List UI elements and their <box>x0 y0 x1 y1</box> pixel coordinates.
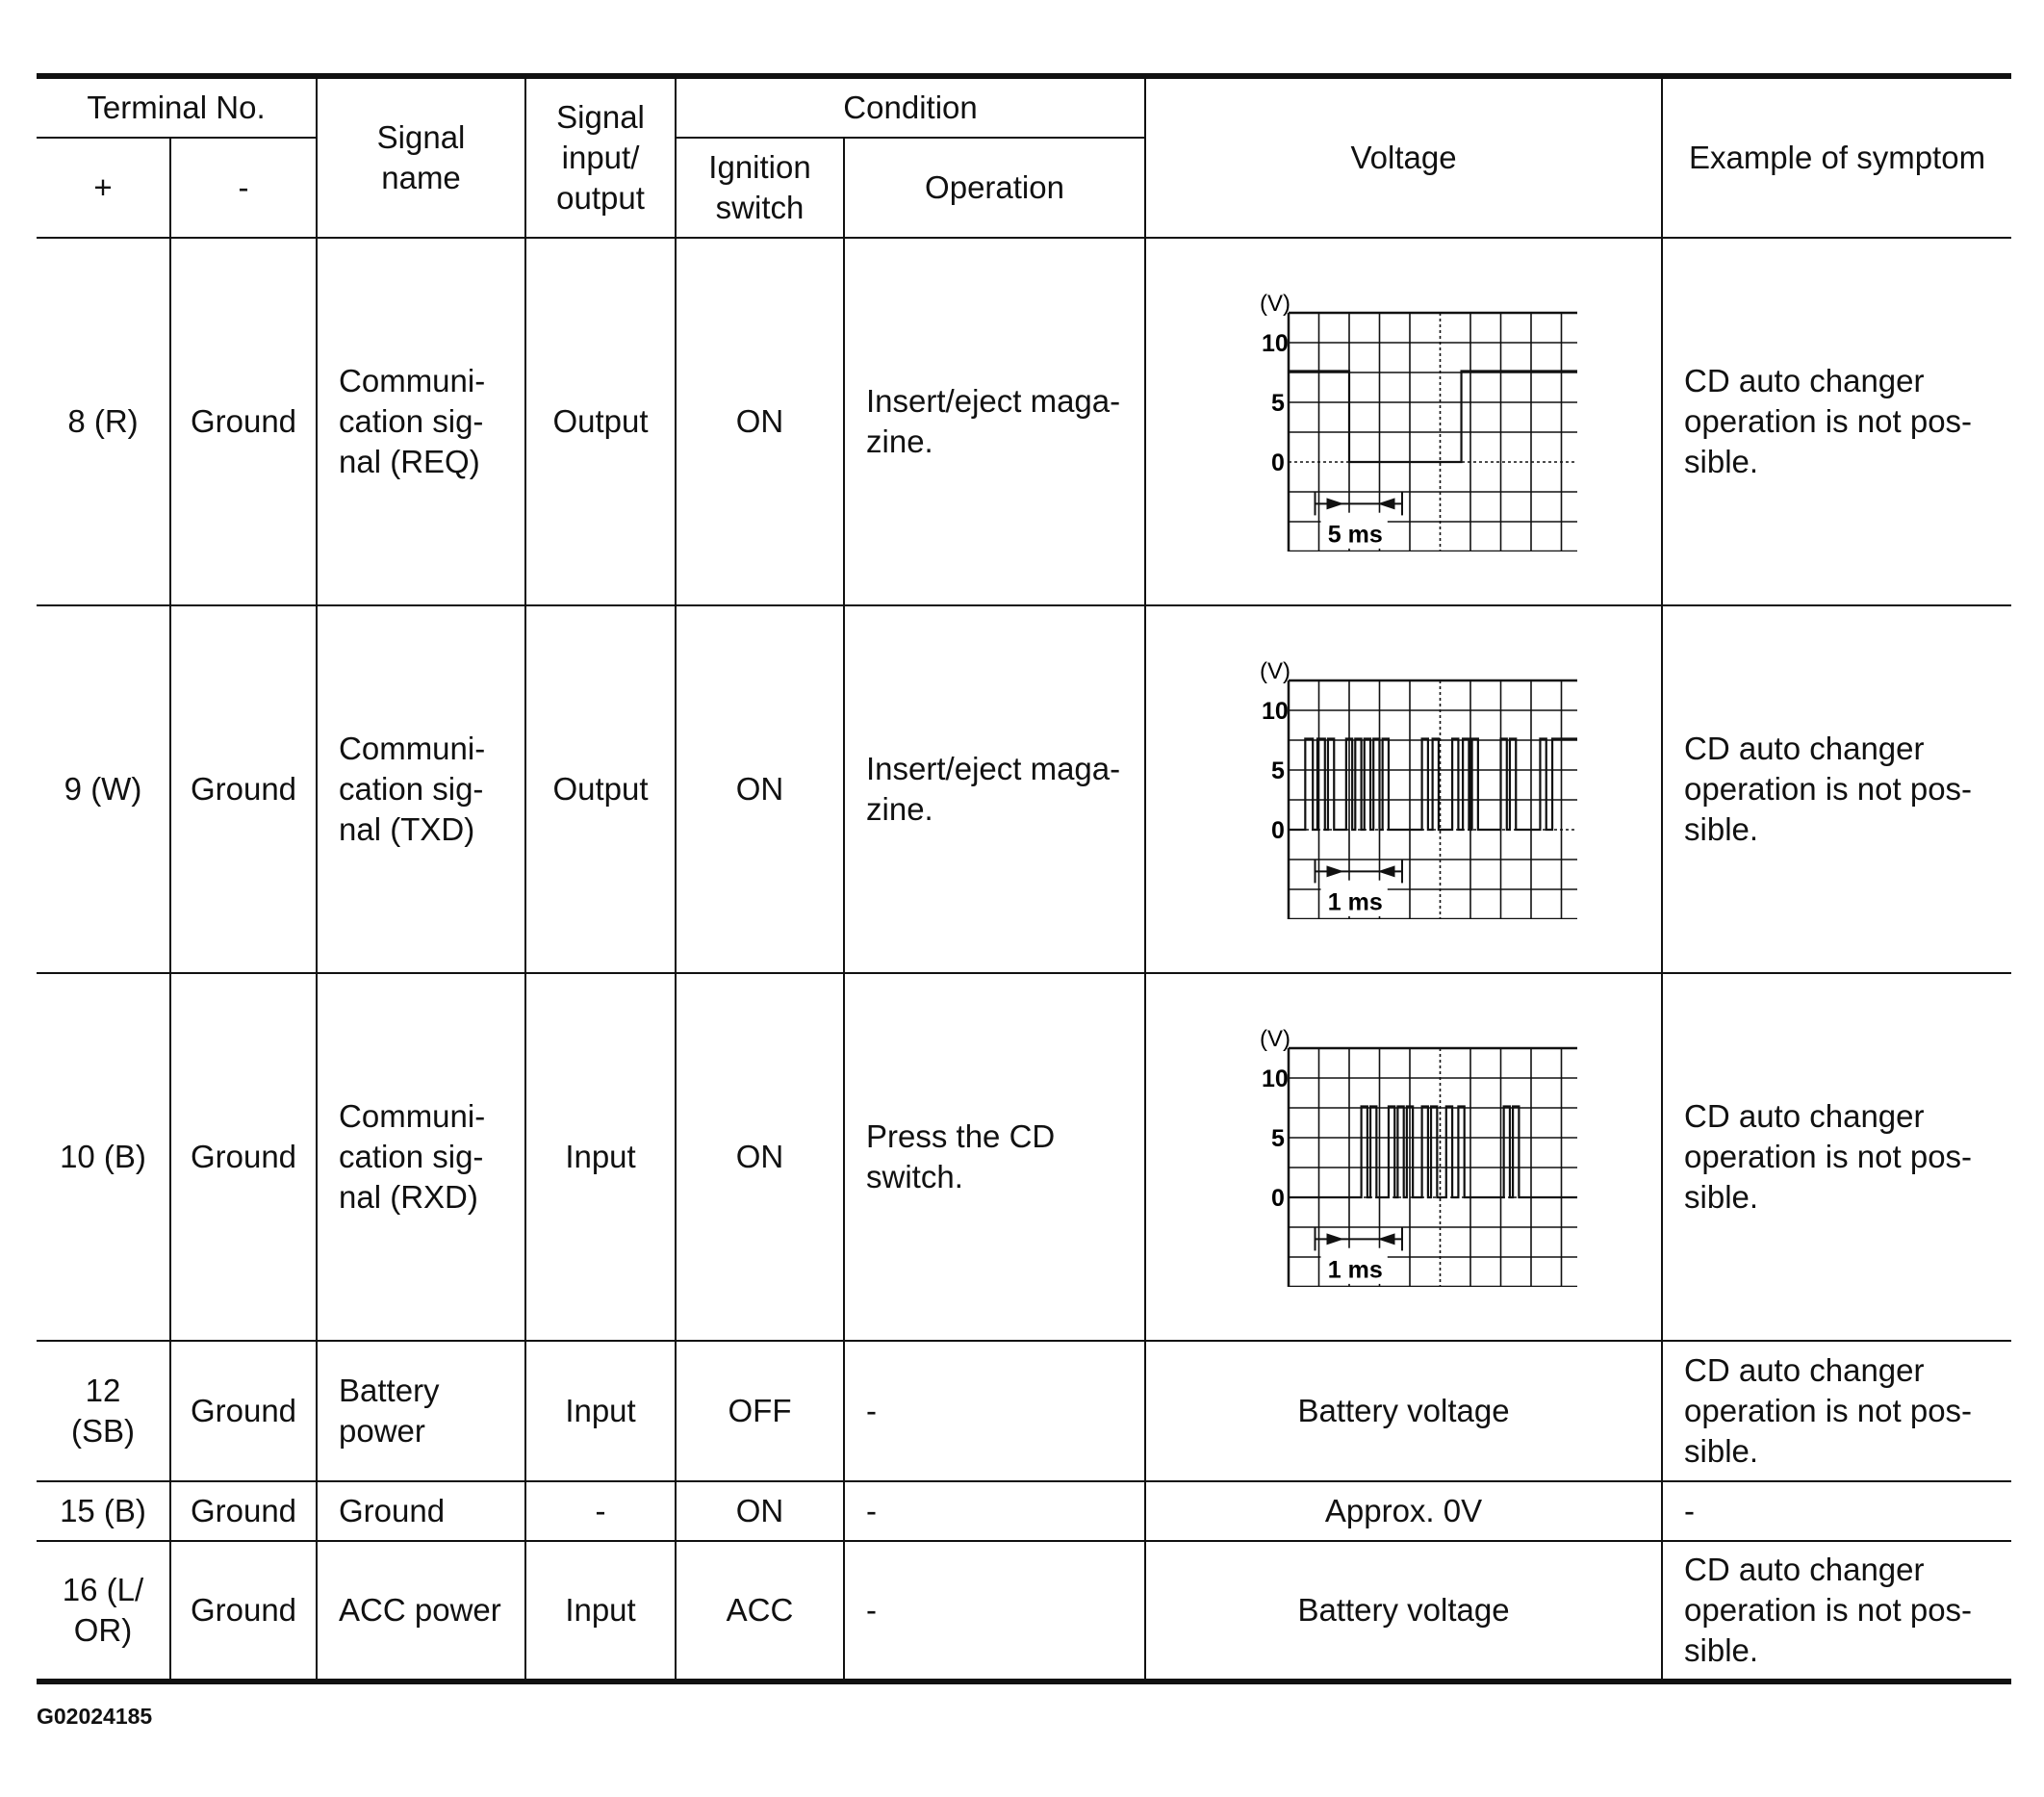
time-scale-marker <box>1315 860 1402 916</box>
terminal-spec-table <box>37 73 2011 1684</box>
plus-terminal-cell: 15 (B) <box>37 1481 170 1541</box>
minus-terminal-cell: Ground <box>170 238 317 605</box>
terminal-no-header: Terminal No. <box>37 76 317 138</box>
signal-io-cell: Input <box>525 1541 676 1681</box>
minus-terminal-cell: Ground <box>170 1341 317 1481</box>
minus-terminal-header: - <box>170 138 317 238</box>
ignition-switch-cell: ON <box>676 238 844 605</box>
scope-y-tick: 0 <box>1270 449 1285 476</box>
operation-cell: - <box>844 1541 1145 1681</box>
scope-unit-label: (V) <box>1259 292 1290 317</box>
ignition-switch-cell: ACC <box>676 1541 844 1681</box>
plus-terminal-cell: 8 (R) <box>37 238 170 605</box>
time-scale-marker <box>1315 492 1402 549</box>
symptom-cell: CD auto changer operation is not pos- sible. <box>1662 605 2011 973</box>
plus-terminal-cell: 10 (B) <box>37 973 170 1341</box>
table-row <box>37 973 2011 1341</box>
ignition-switch-cell: ON <box>676 1481 844 1541</box>
signal-io-cell: Input <box>525 973 676 1341</box>
operation-header: Operation <box>844 138 1145 238</box>
signal-io-header: Signal input/ output <box>525 76 676 238</box>
ignition-switch-header: Ignition switch <box>676 138 844 238</box>
signal-name-cell: ACC power <box>317 1541 525 1681</box>
ignition-switch-cell: ON <box>676 605 844 973</box>
operation-cell: Insert/eject maga- zine. <box>844 605 1145 973</box>
symptom-cell: CD auto changer operation is not pos- sible. <box>1662 1341 2011 1481</box>
oscilloscope-waveform <box>1231 1027 1577 1287</box>
symptom-cell: - <box>1662 1481 2011 1541</box>
operation-cell: - <box>844 1341 1145 1481</box>
symptom-header: Example of symptom <box>1662 76 2011 238</box>
operation-cell: - <box>844 1481 1145 1541</box>
scope-time-label: 1 ms <box>1327 1256 1383 1284</box>
operation-cell: Press the CD switch. <box>844 973 1145 1341</box>
signal-name-cell: Ground <box>317 1481 525 1541</box>
oscilloscope-waveform <box>1231 659 1577 919</box>
scope-y-tick: 0 <box>1270 817 1285 844</box>
scope-trace <box>1289 1106 1577 1197</box>
signal-name-cell: Battery power <box>317 1341 525 1481</box>
scope-y-tick: 5 <box>1270 1125 1285 1152</box>
voltage-cell <box>1145 605 1662 973</box>
scope-y-tick: 10 <box>1261 1065 1289 1092</box>
ignition-switch-cell: OFF <box>676 1341 844 1481</box>
scope-y-tick: 10 <box>1261 330 1289 357</box>
minus-terminal-cell: Ground <box>170 605 317 973</box>
symptom-cell: CD auto changer operation is not pos- sible. <box>1662 973 2011 1341</box>
scope-unit-label: (V) <box>1259 659 1290 684</box>
plus-terminal-header: + <box>37 138 170 238</box>
plus-terminal-cell: 12 (SB) <box>37 1341 170 1481</box>
voltage-header: Voltage <box>1145 76 1662 238</box>
figure-id: G02024185 <box>37 1704 153 1729</box>
minus-terminal-cell: Ground <box>170 1541 317 1681</box>
signal-name-cell: Communi- cation sig- nal (RXD) <box>317 973 525 1341</box>
scope-y-tick: 0 <box>1270 1185 1285 1212</box>
scope-trace <box>1289 371 1577 462</box>
voltage-cell <box>1145 238 1662 605</box>
signal-io-cell: Output <box>525 605 676 973</box>
plus-terminal-cell: 9 (W) <box>37 605 170 973</box>
signal-io-cell: Output <box>525 238 676 605</box>
signal-io-cell: - <box>525 1481 676 1541</box>
scope-unit-label: (V) <box>1259 1027 1290 1052</box>
signal-name-header: Signal name <box>317 76 525 238</box>
table-row <box>37 1341 2011 1481</box>
scope-y-tick: 5 <box>1270 757 1285 784</box>
symptom-cell: CD auto changer operation is not pos- sible. <box>1662 1541 2011 1681</box>
plus-terminal-cell: 16 (L/ OR) <box>37 1541 170 1681</box>
scope-time-label: 5 ms <box>1327 521 1383 549</box>
signal-name-cell: Communi- cation sig- nal (REQ) <box>317 238 525 605</box>
voltage-cell: Battery voltage <box>1145 1341 1662 1481</box>
scope-trace <box>1289 738 1577 830</box>
table-row <box>37 1541 2011 1681</box>
scope-y-tick: 10 <box>1261 698 1289 725</box>
voltage-cell <box>1145 973 1662 1341</box>
table-body <box>37 238 2011 1681</box>
scope-y-tick: 5 <box>1270 390 1285 417</box>
signal-name-cell: Communi- cation sig- nal (TXD) <box>317 605 525 973</box>
oscilloscope-waveform <box>1231 292 1577 552</box>
voltage-cell: Approx. 0V <box>1145 1481 1662 1541</box>
table-row <box>37 1481 2011 1541</box>
minus-terminal-cell: Ground <box>170 973 317 1341</box>
condition-header: Condition <box>676 76 1145 138</box>
ignition-switch-cell: ON <box>676 973 844 1341</box>
operation-cell: Insert/eject maga- zine. <box>844 238 1145 605</box>
table-row <box>37 238 2011 605</box>
voltage-cell: Battery voltage <box>1145 1541 1662 1681</box>
minus-terminal-cell: Ground <box>170 1481 317 1541</box>
table-row <box>37 605 2011 973</box>
signal-io-cell: Input <box>525 1341 676 1481</box>
scope-time-label: 1 ms <box>1327 888 1383 916</box>
symptom-cell: CD auto changer operation is not pos- sible. <box>1662 238 2011 605</box>
time-scale-marker <box>1315 1227 1402 1284</box>
